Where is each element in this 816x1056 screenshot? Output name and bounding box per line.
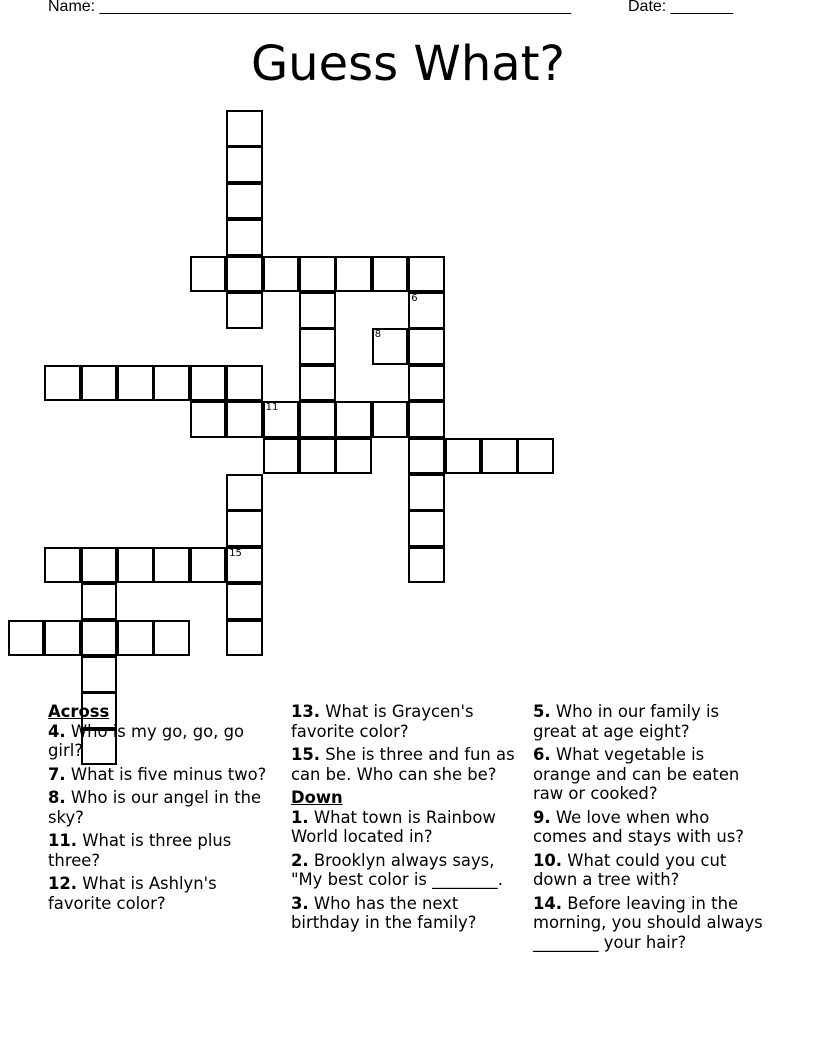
clue-down-6: 6. What vegetable is orange and can be eaten raw or cooked? [533, 745, 740, 803]
crossword-cell[interactable] [226, 183, 263, 220]
crossword-cell[interactable] [226, 401, 263, 438]
crossword-cell[interactable] [226, 547, 263, 584]
crossword-cell[interactable] [226, 146, 263, 183]
cell-number: 8 [374, 329, 382, 341]
crossword-cell[interactable] [445, 438, 482, 475]
crossword-cell[interactable] [372, 401, 409, 438]
crossword-cell[interactable] [408, 474, 445, 511]
crossword-cell[interactable] [226, 219, 263, 256]
page-title: Guess What? [250, 36, 565, 92]
crossword-cell[interactable] [81, 365, 118, 402]
crossword-cell[interactable] [263, 256, 300, 293]
crossword-cell[interactable] [226, 620, 263, 657]
crossword-cell[interactable] [408, 547, 445, 584]
across-heading: Across [48, 702, 110, 721]
crossword-cell[interactable] [481, 438, 518, 475]
clue-across-7: 7. What is five minus two? [48, 764, 267, 784]
clue-down-1: 1. What town is Rainbow World located in? [291, 807, 496, 846]
cell-number: 15 [229, 547, 242, 559]
crossword-cell[interactable] [226, 474, 263, 511]
crossword-cell[interactable] [226, 256, 263, 293]
crossword-cell[interactable] [44, 365, 81, 402]
crossword-cell[interactable] [190, 365, 227, 402]
crossword-cell[interactable] [408, 365, 445, 402]
crossword-cell[interactable] [517, 438, 554, 475]
crossword-cell[interactable] [299, 328, 336, 365]
date-label: Date: [628, 0, 671, 15]
crossword-cell[interactable] [226, 365, 263, 402]
crossword-cell[interactable] [299, 256, 336, 293]
clue-down-3: 3. Who has the next birthday in the family? [291, 893, 477, 932]
clue-across-8: 8. Who is our angel in the sky? [48, 788, 262, 827]
crossword-cell[interactable] [408, 510, 445, 547]
crossword-cell[interactable] [335, 438, 372, 475]
crossword-cell[interactable] [117, 547, 154, 584]
crossword-cell[interactable] [81, 547, 118, 584]
crossword-cell[interactable] [190, 256, 227, 293]
crossword-cell[interactable] [226, 110, 263, 147]
crossword-cell[interactable] [153, 547, 190, 584]
date-blank[interactable]: _______ [670, 0, 733, 15]
crossword-cell[interactable] [226, 583, 263, 620]
crossword-cell[interactable] [153, 365, 190, 402]
crossword-cell[interactable] [263, 438, 300, 475]
clue-down-9: 9. We love when who comes and stays with us? [533, 807, 744, 846]
clue-down-5: 5. Who in our family is great at age eight? [533, 702, 720, 741]
crossword-cell[interactable] [299, 365, 336, 402]
crossword-cell[interactable] [408, 292, 445, 329]
clue-down-2: 2. Brooklyn always says, "My best color is ________. [291, 850, 503, 889]
clue-column-1 [48, 702, 280, 917]
down-heading: Down [291, 788, 343, 807]
crossword-cell[interactable] [408, 328, 445, 365]
cell-number: 6 [411, 293, 418, 304]
crossword-cell[interactable] [335, 401, 372, 438]
crossword-cell[interactable] [372, 328, 409, 365]
crossword-cell[interactable] [190, 401, 227, 438]
clue-across-15: 15. She is three and fun as can be. Who can she be? [291, 745, 515, 784]
crossword-cell[interactable] [408, 256, 445, 293]
crossword-cell[interactable] [81, 656, 118, 693]
cell-number: 11 [265, 402, 279, 414]
crossword-cell[interactable] [263, 401, 300, 438]
crossword-cell[interactable] [299, 438, 336, 475]
crossword-cell[interactable] [408, 438, 445, 475]
crossword-cell[interactable] [153, 620, 190, 657]
crossword-cell[interactable] [117, 365, 154, 402]
clue-across-4: 4. Who is my go, go, go girl? [48, 721, 245, 760]
clue-down-14: 14. Before leaving in the morning, you should always ________ your hair? [533, 893, 763, 952]
clue-column-2 [291, 702, 523, 937]
crossword-cell[interactable] [408, 401, 445, 438]
crossword-cell[interactable] [299, 292, 336, 329]
crossword-cell[interactable] [372, 256, 409, 293]
clue-down-10: 10. What could you cut down a tree with? [533, 850, 727, 889]
name-blank[interactable]: _____________________________________________________ [99, 0, 572, 15]
crossword-cell[interactable] [8, 620, 45, 657]
crossword-cell[interactable] [44, 620, 81, 657]
clue-column-3 [533, 702, 765, 956]
clue-across-13: 13. What is Graycen's favorite color? [291, 702, 474, 741]
name-label: Name: [48, 0, 100, 15]
crossword-cell[interactable] [226, 510, 263, 547]
crossword-cell[interactable] [81, 620, 118, 657]
crossword-cell[interactable] [81, 583, 118, 620]
crossword-cell[interactable] [299, 401, 336, 438]
clue-across-12: 12. What is Ashlyn's favorite color? [48, 874, 217, 913]
crossword-cell[interactable] [190, 547, 227, 584]
crossword-cell[interactable] [44, 547, 81, 584]
crossword-cell[interactable] [226, 292, 263, 329]
clue-across-11: 11. What is three plus three? [48, 831, 232, 870]
crossword-cell[interactable] [117, 620, 154, 657]
crossword-cell[interactable] [335, 256, 372, 293]
